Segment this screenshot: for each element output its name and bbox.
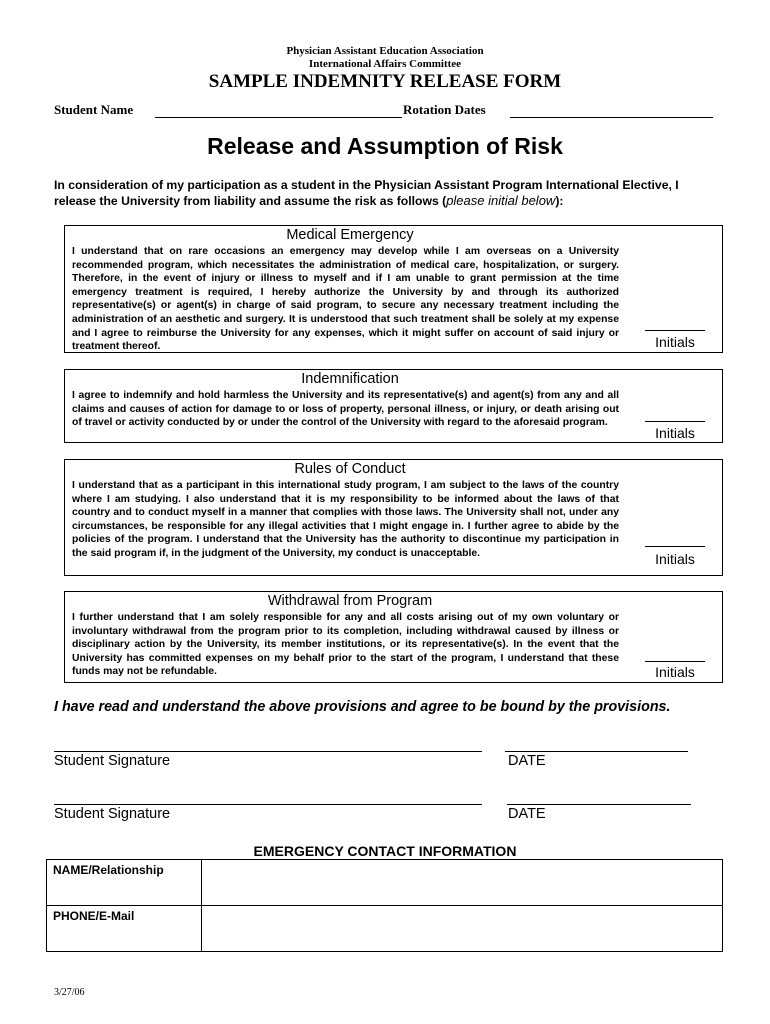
section-withdrawal [64, 591, 723, 683]
initials-field[interactable] [645, 546, 705, 547]
org-name: Physician Assistant Education Association [286, 45, 484, 57]
section-body: I agree to indemnify and hold harmless the University and its representative(s) and agent(s) from any and all claims and causes of action for damage to or loss of property, personal illness, or injury, or death arising out of travel or activity conducted by or under the control of the University with regard to the aforesaid program. [72, 390, 619, 429]
student-signature-field-2[interactable] [54, 804, 482, 805]
rotation-dates-label: Rotation Dates [403, 102, 486, 117]
date-label-1: DATE [508, 753, 546, 769]
form-title: SAMPLE INDEMNITY RELEASE FORM [208, 71, 562, 92]
initials-field[interactable] [645, 330, 705, 331]
student-name-label: Student Name [54, 102, 134, 117]
section-heading: Medical Emergency [286, 227, 414, 243]
name-relationship-field[interactable] [202, 860, 723, 906]
section-indemnification [64, 369, 723, 443]
initials-label: Initials [655, 551, 695, 567]
phone-email-field[interactable] [202, 906, 723, 952]
date-field-1[interactable] [505, 751, 688, 752]
initials-label: Initials [655, 334, 695, 350]
phone-email-label: PHONE/E-Mail [47, 906, 202, 952]
name-relationship-label: NAME/Relationship [47, 860, 202, 906]
section-heading: Withdrawal from Program [267, 593, 433, 609]
committee-name: International Affairs Committee [308, 58, 462, 70]
revision-date: 3/27/06 [54, 987, 85, 998]
intro-paragraph [54, 177, 716, 209]
section-medical-emergency [64, 225, 723, 353]
student-signature-label-1: Student Signature [54, 753, 171, 769]
initials-label: Initials [655, 425, 695, 441]
section-heading: Rules of Conduct [294, 461, 406, 477]
page-title: Release and Assumption of Risk [207, 133, 563, 159]
section-heading: Indemnification [301, 371, 399, 387]
intro-text: In consideration of my participation as a student in the Physician Assistant Program International Elective, I release the University from liability and assume the risk as follows ( [54, 178, 679, 208]
initials-label: Initials [655, 664, 695, 680]
emergency-contact-title: EMERGENCY CONTACT INFORMATION [253, 843, 517, 859]
rotation-dates-field[interactable] [510, 104, 713, 118]
initials-field[interactable] [645, 661, 705, 662]
section-body: I understand that on rare occasions an emergency may develop while I am overseas on a University recommended program, which necessitates the administration of medical care, hospitalization, or surgery. Therefore, in the event of injury or illness to myself and if I am unable to grant permission at the time emergency treatment is required, I hereby authorize the University by and through its authorized representative(s) or agent(s) in charge of said program, to secure any necessary treatment including the administration of an aesthetic and surgery. It is understood that such treatment shall be solely at my expense and I agree to reimburse the University for any expenses, which it might suffer on account of said injury or treatment thereof. [72, 246, 619, 353]
student-name-field[interactable] [155, 104, 402, 118]
student-signature-field-1[interactable] [54, 751, 482, 752]
emergency-contact-table [46, 859, 723, 952]
section-body: I understand that as a participant in this international study program, I am subject to the laws of the country where I am studying. I also understand that it is my responsibility to be informed about the laws of that country and to conduct myself in a manner that complies with those laws. The University shall not, under any circumstances, be responsible for any illegal activities that I might engage in. I further agree to abide by the policies of the program. I understand that the University has the authority to discontinue my participation in the said program if, in the judgment of the University, my conduct is unacceptable. [72, 480, 619, 559]
intro-italic: please initial below [446, 193, 556, 208]
section-body: I further understand that I am solely responsible for any and all costs arising out of my own voluntary or involuntary withdrawal from the program prior to its completion, including withdrawal caused by illness or disciplinary action by the University, its member institutions, or its representative(s). In the event that the University has committed expenses on my behalf prior to the start of the program, I understand that these funds may not be refundable. [72, 612, 619, 678]
section-rules-of-conduct [64, 459, 723, 576]
intro-tail: ): [555, 194, 564, 208]
date-label-2: DATE [508, 806, 546, 822]
initials-field[interactable] [645, 421, 705, 422]
date-field-2[interactable] [507, 804, 691, 805]
agreement-statement: I have read and understand the above provisions and agree to be bound by the provisions. [54, 699, 671, 715]
table-row [47, 860, 723, 906]
student-signature-label-2: Student Signature [54, 806, 171, 822]
table-row [47, 906, 723, 952]
